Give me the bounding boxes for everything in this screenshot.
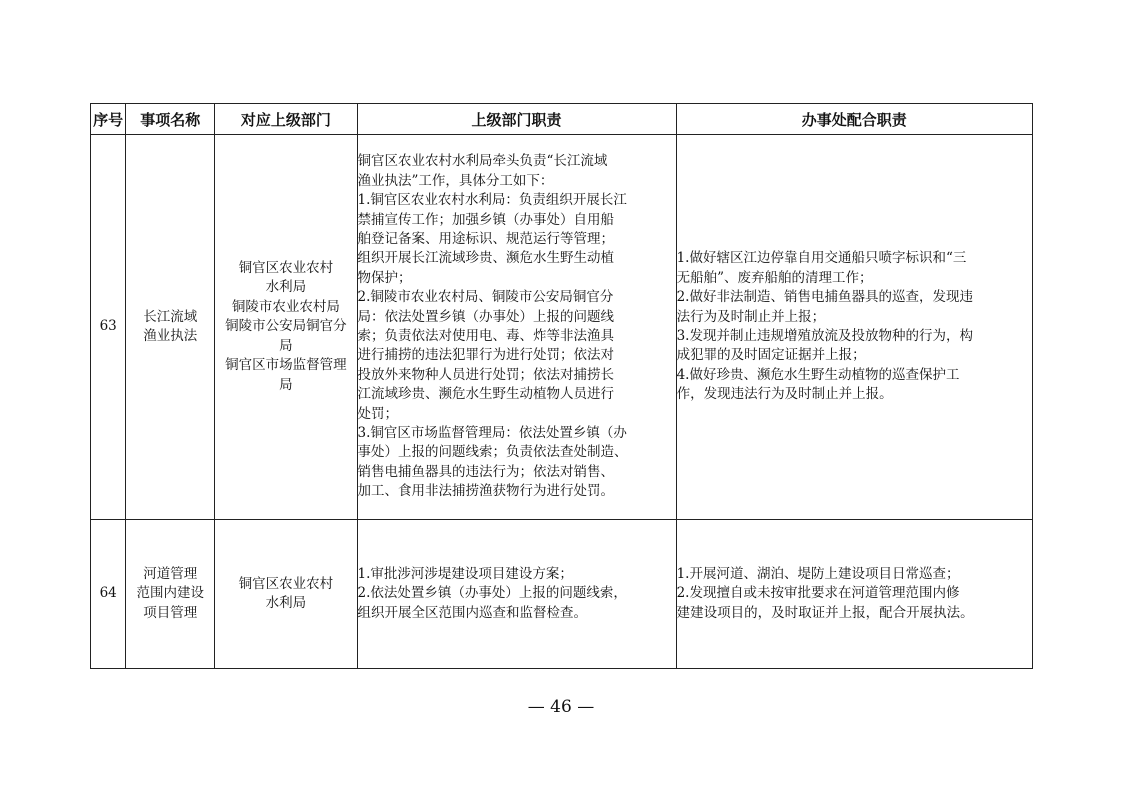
coop-line: 2.发现擅自或未按审批要求在河道管理范围内修 bbox=[676, 585, 960, 602]
duty-line: 事处）上报的问题线索；负责依法查处制造、 bbox=[357, 444, 628, 461]
header-superior-dept: 对应上级部门 bbox=[215, 104, 357, 135]
dept-line: 水利局 bbox=[265, 595, 307, 611]
duty-line: 处罚； bbox=[357, 405, 399, 422]
duty-line: 组织开展长江流域珍贵、濒危水生野生动植 bbox=[357, 250, 615, 267]
coop-line: 1.做好辖区江边停靠自用交通船只喷字标识和“三 bbox=[676, 250, 967, 267]
duty-line: 投放外来物种人员进行处罚；依法对捕捞长 bbox=[357, 366, 615, 383]
coop-line: 作，发现违法行为及时制止并上报。 bbox=[676, 386, 893, 403]
item-name-cell bbox=[126, 135, 215, 520]
coop-line: 1.开展河道、湖泊、堤防上建设项目日常巡查； bbox=[676, 565, 960, 582]
item-name-line: 范围内建设 bbox=[136, 585, 204, 602]
table-header-row bbox=[91, 104, 1033, 135]
duty-line: 3.铜官区市场监督管理局：依法处置乡镇（办 bbox=[357, 425, 627, 442]
duty-line: 1.审批涉河涉堤建设项目建设方案； bbox=[357, 565, 573, 582]
row-number: 64 bbox=[91, 520, 126, 669]
duty-line: 局：依法处置乡镇（办事处）上报的问题线 bbox=[357, 308, 615, 325]
duty-line: 销售电捕鱼器具的违法行为；依法对销售、 bbox=[357, 463, 615, 480]
coop-line: 建建设项目的，及时取证并上报，配合开展执法。 bbox=[676, 604, 974, 621]
header-superior-duty: 上级部门职责 bbox=[357, 104, 676, 135]
duty-line: 1.铜官区农业农村水利局：负责组织开展长江 bbox=[357, 192, 627, 209]
dept-line: 铜陵市公安局铜官分 bbox=[225, 318, 347, 335]
page-number: — 46 — bbox=[527, 697, 595, 717]
duty-line: 舶登记备案、用途标识、规范运行等管理； bbox=[357, 230, 615, 247]
coop-line: 无船舶”、废弃船舶的清理工作； bbox=[676, 269, 873, 286]
coop-line: 3.发现并制止违规增殖放流及投放物种的行为，构 bbox=[676, 328, 973, 344]
duty-line: 进行捕捞的违法犯罪行为进行处罚；依法对 bbox=[357, 347, 615, 364]
table-row bbox=[91, 520, 1033, 669]
header-serial: 序号 bbox=[91, 104, 126, 135]
item-name-line: 河道管理 bbox=[143, 565, 198, 582]
header-office-duty: 办事处配合职责 bbox=[676, 104, 1032, 135]
duty-cell bbox=[357, 520, 676, 669]
dept-line: 铜陵市农业农村局 bbox=[231, 298, 340, 315]
coop-line: 成犯罪的及时固定证据并上报； bbox=[676, 347, 866, 364]
coop-cell bbox=[676, 520, 1032, 669]
duty-line: 铜官区农业农村水利局牵头负责“长江流域 bbox=[357, 153, 608, 170]
duty-line: 江流域珍贵、濒危水生野生动植物人员进行 bbox=[357, 386, 615, 403]
duty-table bbox=[90, 103, 1033, 669]
duty-line: 渔业执法”工作，具体分工如下： bbox=[357, 172, 554, 189]
dept-line: 局 bbox=[279, 376, 293, 393]
dept-cell bbox=[215, 520, 357, 669]
row-number: 63 bbox=[91, 135, 126, 520]
duty-line: 禁捕宣传工作；加强乡镇（办事处）自用船 bbox=[357, 211, 615, 228]
coop-line: 4.做好珍贵、濒危水生野生动植物的巡查保护工 bbox=[676, 366, 960, 383]
coop-line: 2.做好非法制造、销售电捕鱼器具的巡查，发现违 bbox=[676, 289, 973, 306]
dept-line: 铜官区市场监督管理 bbox=[225, 357, 347, 374]
coop-line: 法行为及时制止并上报； bbox=[676, 308, 826, 325]
dept-line: 铜官区农业农村 bbox=[238, 260, 334, 277]
item-name-line: 项目管理 bbox=[143, 604, 198, 621]
duty-line: 加工、食用非法捕捞渔获物行为进行处罚。 bbox=[357, 483, 615, 500]
dept-line: 铜官区农业农村 bbox=[238, 575, 334, 592]
item-name-line: 渔业执法 bbox=[143, 328, 198, 344]
dept-cell bbox=[215, 135, 357, 520]
duty-line: 索；负责依法对使用电、毒、炸等非法渔具 bbox=[357, 328, 615, 344]
table-row bbox=[91, 135, 1033, 520]
item-name-line: 长江流域 bbox=[143, 308, 198, 325]
header-item-name: 事项名称 bbox=[126, 104, 215, 135]
duty-line: 2.铜陵市农业农村局、铜陵市公安局铜官分 bbox=[357, 289, 614, 306]
duty-line: 2.依法处置乡镇（办事处）上报的问题线索， bbox=[357, 585, 627, 602]
duty-cell bbox=[357, 135, 676, 520]
coop-cell bbox=[676, 135, 1032, 520]
duty-line: 物保护； bbox=[357, 269, 412, 286]
dept-line: 局 bbox=[279, 337, 293, 354]
item-name-cell bbox=[126, 520, 215, 669]
dept-line: 水利局 bbox=[265, 279, 307, 296]
duty-line: 组织开展全区范围内巡查和监督检查。 bbox=[357, 604, 588, 621]
